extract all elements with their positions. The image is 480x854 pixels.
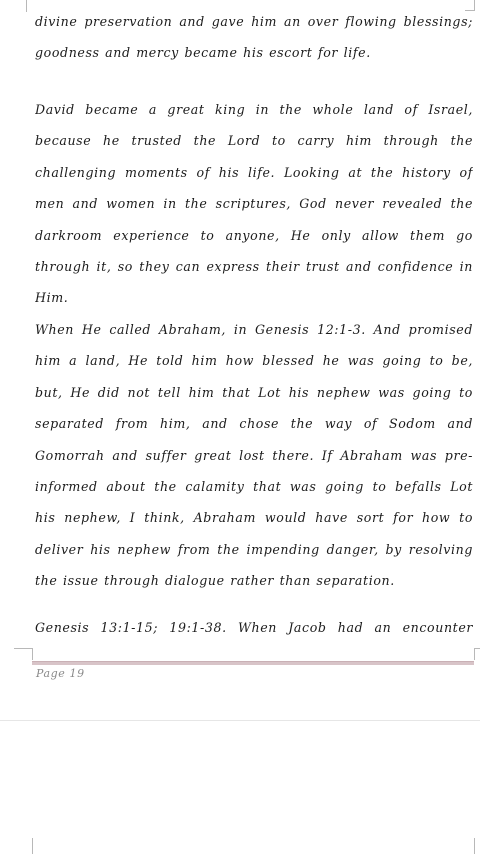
text-line: goodness and mercy became his escort for life.: [35, 45, 371, 61]
page-number: Page 19: [36, 667, 85, 680]
crop-mark-mid-left-h: [14, 648, 32, 649]
page-separator: [0, 720, 480, 721]
text-line: men and women in the scriptures, God never revealed the: [35, 196, 473, 212]
page-divider: [32, 661, 474, 665]
text-line: but, He did not tell him that Lot his nephew was going to: [35, 384, 473, 400]
crop-mark-bottom-right: [474, 838, 475, 854]
text-line: When He called Abraham, in Genesis 12:1-3. And promised: [35, 322, 473, 337]
text-line: separated from him, and chose the way of Sodom and: [35, 416, 473, 432]
text-line: Gomorrah and suffer great lost there. If Abraham was pre-: [35, 447, 473, 463]
text-line: his nephew, I think, Abraham would have sort for how to: [35, 510, 473, 526]
text-line: informed about the calamity that was going to befalls Lot: [35, 479, 473, 495]
text-line: challenging moments of his life. Looking at the history of: [35, 164, 473, 180]
paragraph-2: [35, 94, 473, 314]
text-line: through it, so they can express their trust and confidence in: [35, 259, 473, 275]
crop-mark-bottom-left: [32, 838, 33, 854]
text-line: the issue through dialogue rather than separation.: [35, 573, 395, 589]
text-line: divine preservation and gave him an over flowing blessings;: [35, 14, 473, 29]
paragraph-3: [35, 314, 473, 597]
text-line: deliver his nephew from the impending danger, by resolving: [35, 541, 473, 557]
paragraph-1: [35, 6, 473, 69]
crop-mark-mid-right-v: [474, 648, 475, 660]
crop-mark-top-left: [26, 0, 27, 12]
crop-mark-top-right: [474, 0, 475, 10]
text-line: Genesis 13:1-15; 19:1-38. When Jacob had an encounter: [35, 620, 473, 635]
text-line: Him.: [35, 290, 69, 306]
text-line: David became a great king in the whole land of Israel,: [35, 102, 473, 117]
text-line: darkroom experience to anyone, He only allow them go: [35, 227, 473, 243]
crop-mark-mid-left-v: [32, 648, 33, 660]
paragraph-4: [35, 612, 473, 643]
text-line: him a land, He told him how blessed he was going to be,: [35, 353, 473, 369]
text-line: because he trusted the Lord to carry him through the: [35, 133, 473, 149]
